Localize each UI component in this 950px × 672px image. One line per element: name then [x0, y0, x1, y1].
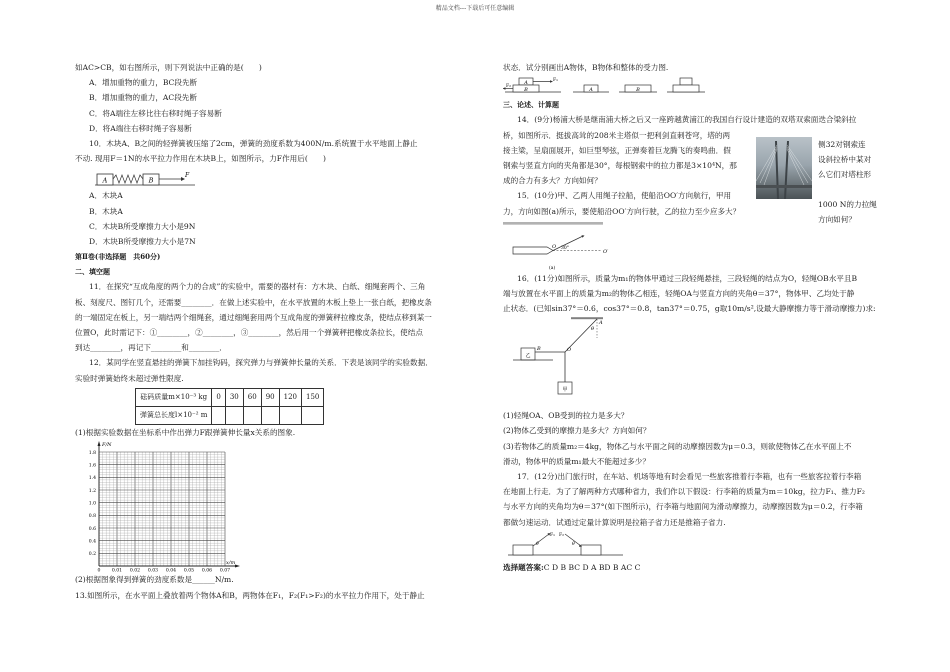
q15-caption: (a)	[549, 265, 556, 271]
x-tick-label: 0	[97, 568, 101, 573]
q10-option-b: B．木块A	[89, 206, 123, 216]
q15-line-1: 15．(10分)甲、乙两人用绳子拉船，使船沿OO′方向航行，甲用	[517, 191, 732, 201]
q17-angle-theta: θ	[536, 541, 539, 547]
q11-line-4: 位置O，此时需记下：①________，②________，③________，然后用一个弹簧秤把橡皮条拉长，使结点	[75, 328, 423, 337]
q16-point-a: A	[599, 320, 603, 327]
y-tick-label: 1.6	[88, 463, 96, 469]
left-column	[75, 60, 468, 603]
q12-data-table	[135, 388, 324, 425]
q15-side-2: 方向如何？	[818, 215, 856, 225]
q12-sub-2: (2)根据图象得到弹簧的劲度系数是______N/m.	[75, 575, 234, 585]
q13-line-1: 13.如图所示，在水平面上叠放着两个物体A和B，两物体在F₁，F₂(F₁>F₂)的水平拉力作用下，处于静止	[75, 590, 425, 600]
q14-line-5: 成的合力有多大？方向如何？	[503, 176, 602, 186]
q16-line-2: 端与放置在水平面上的质量为m₂的物体乙相连，轻绳OA与竖直方向的夹角θ＝37°，物体甲、乙均处于静	[503, 288, 855, 298]
q11-line-1: 11．在探究“互成角度的两个力的合成”的实验中，需要的器材有：方木块、白纸、细绳套两个、三角	[89, 282, 426, 292]
q13-force-f2-label: F₂	[506, 84, 511, 90]
part2-title: 第Ⅱ卷(非选择题 共60分)	[75, 252, 161, 262]
q14-line-2: 桥，如图所示．挺拔高耸的208米主塔似一把利剑直刺苍穹，塔的两	[503, 130, 731, 140]
bridge-photo	[756, 137, 812, 199]
q12-line-1: 12．某同学在竖直悬挂的弹簧下加挂钩码，探究弹力与弹簧伸长量的关系．下表是该同学的实验数据．	[89, 358, 433, 368]
y-tick-label: 0.8	[88, 514, 96, 520]
q14-line-3: 接主梁，呈扇面展开，如巨型琴弦，正弹奏着巨龙腾飞的奏鸣曲．假	[503, 145, 731, 155]
bridge-photo-drawing	[756, 137, 812, 199]
table-row-label: 砝码质量m×10⁻³ kg	[136, 388, 212, 406]
q16-angle-theta: θ	[591, 326, 595, 333]
q14-line-4: 钢索与竖直方向的夹角都是30°，每根钢索中的拉力都是3×10⁴N，那	[503, 160, 737, 170]
q13-block-a-label: A	[524, 80, 528, 87]
graph-x-label: x/m	[226, 560, 236, 567]
y-tick-label: 0.6	[88, 527, 96, 533]
answer-values: C D B BC D A BD B AC C	[543, 562, 641, 572]
q17-line-4: 都做匀速运动．试通过定量计算说明是拉箱子省力还是推箱子省力.	[503, 517, 726, 527]
q14-side-2: 设斜拉桥中某对	[818, 155, 872, 165]
q16-line-1: 16．(11分)如图所示，质量为m₁的物体甲通过三段轻绳悬挂，三段轻绳的结点为O，轻绳OB水平且B	[517, 273, 858, 283]
y-tick-label: 1.0	[88, 501, 96, 507]
table-cell	[225, 406, 243, 424]
q13-block-a-label: A	[589, 87, 593, 94]
q17-suitcase-figure	[503, 530, 883, 560]
q10-option-a: A．木块A	[89, 191, 123, 201]
table-cell: 0	[212, 388, 225, 406]
table-cell	[279, 406, 301, 424]
section-fill-blank: 二、填空题	[75, 267, 110, 277]
q10-block-b-label: B	[148, 176, 154, 185]
table-cell	[261, 406, 279, 424]
q9-stem: 如AC>CB，如右图所示，则下列说法中正确的是( )	[75, 63, 262, 72]
answer-line	[503, 560, 883, 575]
graph-y-label: F/N	[102, 442, 112, 449]
q15-point-o: O	[552, 243, 557, 250]
y-tick-label: 1.8	[88, 451, 96, 457]
q16-sub-1: (1)轻绳OA、OB受到的拉力是多大？	[503, 411, 629, 421]
x-tick-label: 0.07	[219, 568, 231, 573]
x-tick-label: 0.04	[165, 568, 177, 573]
q13-block-b-label: B	[636, 87, 640, 94]
q14-side-1: 侧32对钢索连	[818, 140, 866, 149]
table-cell: 120	[279, 388, 301, 406]
section-calculation: 三、论述、计算题	[503, 100, 559, 110]
q10-force-label: F	[185, 172, 190, 180]
q11-line-2: 板、刻度尺、图钉几个，还需要________．在做上述实验中，在水平放置的木板上垫上一张白纸，把橡皮条	[75, 297, 432, 307]
q11-line-3: 的一端固定在板上，另一端结两个细绳套，通过细绳套用两个互成角度的弹簧秤拉橡皮条，使结点移到某一	[75, 312, 432, 322]
q10-option-d: D．木块B所受摩擦力大小是7N	[89, 236, 196, 246]
y-tick-label: 1.4	[88, 476, 96, 482]
q17-line-3: 与水平方向的夹角均为θ＝37°(如下图所示)，行李箱与地面间为滑动摩擦力，动摩擦因数为μ＝0.2，行李箱	[503, 502, 863, 512]
q9-option-b: B．增加重物的重力，AC段先断	[89, 93, 197, 103]
q15-side-1: 1000 N的力拉绳	[818, 200, 877, 209]
q13-force-f1-label: F₁	[553, 78, 558, 84]
q16-block-yi: 乙	[525, 353, 531, 360]
table-cell: 150	[301, 388, 323, 406]
table-cell	[301, 406, 323, 424]
q13-line-2: 状态．试分别画出A物体，B物体和整体的受力图.	[503, 63, 669, 72]
y-tick-label: 0.4	[88, 539, 96, 545]
answer-label: 选择题答案:	[503, 562, 544, 572]
x-tick-label: 0.05	[183, 568, 195, 573]
x-tick-label: 0.03	[147, 568, 159, 573]
q11-line-5: 到达________，再记下________和________．	[75, 343, 227, 353]
q16-point-o: O	[567, 347, 572, 354]
table-cell	[243, 406, 261, 424]
table-row	[136, 406, 324, 424]
q17-angle-theta: θ	[572, 541, 575, 547]
q10-option-c: C．木块B所受摩擦力大小是9N	[89, 221, 196, 231]
table-cell	[212, 406, 225, 424]
table-cell: 30	[225, 388, 243, 406]
q12-line-2: 实验时弹簧始终未超过弹性限度.	[75, 373, 184, 383]
q9-option-c: C．将A端往左移比往右移时绳子容易断	[89, 108, 222, 118]
q16-sub-2: (2)物体乙受到的摩擦力是多大？方向如何？	[503, 426, 651, 436]
q12-sub-1: (1)根据实验数据在坐标系中作出弹力F跟弹簧伸长量x关系的图象.	[75, 428, 296, 438]
q14-line-1: 14．(9分)杨浦大桥是继南浦大桥之后又一座跨越黄浦江的我国自行设计建造的双塔双索面迭合梁斜拉	[517, 115, 857, 125]
y-tick-label: 1.2	[88, 489, 96, 495]
q15-point-o-prime: O′	[603, 248, 609, 255]
q9-option-d: D．将A端往右移时绳子容易断	[89, 123, 192, 133]
q16-sub-3: (3)若物体乙的质量m₂＝4kg，物体乙与水平面之间的动摩擦因数为μ＝0.3，则欲使物体乙在水平面上不	[503, 441, 852, 451]
q17-line-2: 在地面上行走．为了了解两种方式哪种省力，我们作以下假设：行李箱的质量为m＝10kg，拉力F₁、推力F₂	[503, 487, 865, 497]
q16-sub-4: 滑动，物体甲的质量m₁最大不能超过多少？	[503, 456, 650, 466]
table-cell: 60	[243, 388, 261, 406]
q13-blocks-figure	[503, 75, 883, 97]
q16-line-3: 止状态．(已知sin37°＝0.6，cos37°＝0.8，tan37°＝0.75，g取10m/s²,设最大静摩擦力等于滑动摩擦力)求:	[503, 304, 876, 314]
x-tick-label: 0.01	[111, 568, 123, 573]
q16-block-jia: 甲	[562, 387, 568, 394]
q17-line-1: 17．(12分)出门旅行时，在车站、机场等地有时会看见一些旅客推着行李箱，也有一些旅客拉着行李箱	[517, 472, 862, 481]
page-header: 精品文档---下载后可任意编辑	[435, 5, 515, 12]
q15-line-2: 力，方向如图(a)所示，要使船沿OO′方向行驶，乙的拉力至少应多大？	[503, 206, 741, 216]
table-cell: 90	[261, 388, 279, 406]
q15-side-text	[818, 197, 877, 227]
q17-force-f2-label: F₂	[559, 532, 564, 538]
q16-point-b: B	[537, 346, 541, 353]
y-tick-label: 0.2	[88, 552, 96, 558]
q15-angle: 30°	[561, 245, 569, 251]
q10-line-2: 不动. 现用F＝1N的水平拉力作用在木块B上，如图所示，力F作用后( )	[75, 154, 326, 164]
q12-graph-paper	[75, 440, 468, 572]
q9-option-a: A．增加重物的重力，BC段先断	[89, 78, 198, 88]
q10-spring-figure	[75, 166, 468, 188]
x-tick-label: 0.06	[201, 568, 213, 573]
x-tick-label: 0.02	[129, 568, 141, 573]
q14-side-3: 么它们对塔柱形	[818, 170, 872, 180]
q17-force-f1-label: F₁	[550, 532, 555, 538]
table-row-label: 弹簧总长度l×10⁻² m	[136, 406, 212, 424]
q16-hanging-figure	[503, 316, 883, 408]
q10-block-a-label: A	[102, 176, 108, 185]
table-row	[136, 388, 324, 406]
q10-line-1: 10．木块A、B之间的轻弹簧被压缩了2cm，弹簧的劲度系数为400N/m.系统置于水平地面上静止	[89, 138, 418, 148]
q13-block-b-label: B	[524, 87, 528, 94]
q14-side-text	[818, 137, 871, 183]
